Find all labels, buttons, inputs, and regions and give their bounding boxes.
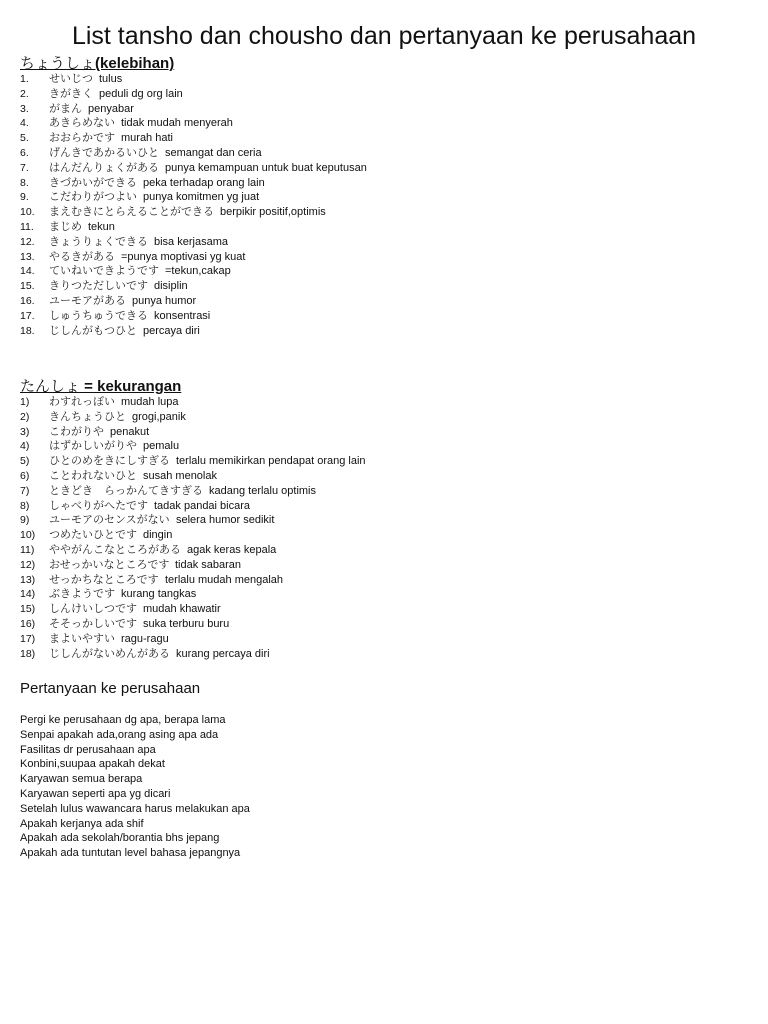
- item-japanese: せいじつ: [49, 72, 93, 85]
- question-item: Setelah lulus wawancara harus melakukan apa: [20, 802, 250, 815]
- item-number: 11): [20, 543, 35, 556]
- item-meaning: bisa kerjasama: [154, 235, 228, 248]
- item-number: 10.: [20, 206, 35, 219]
- item-number: 12.: [20, 235, 35, 248]
- item-meaning: =punya moptivasi yg kuat: [121, 250, 246, 263]
- item-japanese: げんきであかるいひと: [49, 145, 159, 159]
- item-japanese: しゃべりがへたです: [49, 498, 148, 512]
- item-japanese: じしんがもつひと: [49, 323, 137, 337]
- item-number: 1): [20, 396, 30, 408]
- item-meaning: tekun: [88, 220, 115, 233]
- item-japanese: ひとのめをきにしすぎる: [49, 454, 170, 468]
- item-number: 14): [20, 588, 36, 601]
- item-japanese: せっかちなところです: [49, 572, 159, 586]
- item-meaning: disiplin: [154, 280, 188, 293]
- item-meaning: percaya diri: [143, 324, 200, 337]
- item-meaning: pemalu: [143, 440, 180, 453]
- item-number: 18.: [20, 324, 35, 337]
- item-japanese: ややがんこなところがある: [49, 542, 181, 556]
- item-japanese: きょうりょくできる: [49, 234, 148, 248]
- page-title: List tansho dan chousho dan pertanyaan ke perusahaan: [71, 22, 697, 50]
- kekurangan-heading-jp: たんしょ: [20, 377, 81, 395]
- item-number: 14.: [20, 265, 35, 278]
- item-number: 16): [20, 617, 36, 630]
- item-japanese: ていねいできようです: [49, 264, 159, 278]
- item-japanese: ユーモアがある: [49, 293, 126, 307]
- item-number: 4): [20, 440, 30, 453]
- item-number: 7.: [20, 161, 29, 174]
- question-item: Fasilitas dr perusahaan apa: [20, 743, 156, 756]
- item-meaning: punya humor: [132, 294, 197, 307]
- item-meaning: penakut: [110, 425, 150, 438]
- item-number: 17): [20, 632, 36, 645]
- item-japanese: まよいやすい: [49, 631, 115, 645]
- item-number: 5.: [20, 132, 29, 145]
- kekurangan-heading-label: = kekurangan: [80, 378, 182, 395]
- item-number: 2.: [20, 87, 29, 100]
- item-japanese: やるきがある: [49, 249, 115, 263]
- item-meaning: mudah lupa: [121, 396, 179, 408]
- item-number: 13): [20, 573, 36, 586]
- item-japanese: きんちょうひと: [49, 409, 126, 423]
- item-number: 2): [20, 410, 30, 423]
- item-meaning: berpikir positif,optimis: [220, 206, 326, 219]
- item-japanese: きりつただしいです: [49, 279, 148, 293]
- item-meaning: peduli dg org lain: [99, 87, 183, 100]
- item-japanese: しゅうちゅうできる: [49, 308, 148, 322]
- item-meaning: mudah khawatir: [143, 603, 221, 616]
- item-meaning: terlalu memikirkan pendapat orang lain: [176, 455, 366, 468]
- item-number: 3): [20, 425, 30, 438]
- item-number: 15.: [20, 280, 35, 293]
- item-meaning: terlalu mudah mengalah: [165, 573, 284, 586]
- item-number: 13.: [20, 250, 35, 263]
- item-japanese: ユーモアのセンスがない: [49, 513, 170, 527]
- item-japanese: そそっかしいです: [49, 616, 137, 630]
- item-meaning: grogi,panik: [132, 410, 186, 423]
- item-japanese: まじめ: [49, 219, 82, 233]
- item-number: 12): [20, 558, 36, 571]
- item-number: 16.: [20, 294, 35, 307]
- item-number: 15): [20, 603, 36, 616]
- item-meaning: susah menolak: [143, 469, 217, 482]
- item-number: 11.: [20, 220, 34, 233]
- item-japanese: おせっかいなところです: [49, 557, 170, 571]
- item-meaning: penyabar: [88, 102, 134, 115]
- item-meaning: =tekun,cakap: [165, 265, 231, 278]
- item-meaning: tidak mudah menyerah: [121, 117, 233, 130]
- question-item: Apakah ada tuntutan level bahasa jepangnya: [20, 847, 241, 860]
- item-number: 5): [20, 455, 30, 468]
- item-japanese: おおらかです: [49, 131, 115, 145]
- item-number: 1.: [20, 73, 29, 85]
- item-japanese: ぶきようです: [49, 587, 115, 601]
- item-meaning: semangat dan ceria: [165, 146, 262, 159]
- item-meaning: agak keras kepala: [187, 543, 277, 556]
- item-meaning: kurang percaya diri: [176, 647, 270, 660]
- item-japanese: ことわれないひと: [49, 468, 137, 482]
- question-item: Konbini,suupaa apakah dekat: [20, 758, 165, 771]
- item-number: 10): [20, 529, 36, 542]
- item-japanese: わすれっぽい: [49, 395, 115, 408]
- kekurangan-heading: [20, 375, 181, 396]
- item-japanese: つめたいひとです: [49, 528, 137, 542]
- item-meaning: tidak sabaran: [175, 558, 242, 571]
- questions-heading: Pertanyaan ke perusahaan: [20, 680, 201, 697]
- item-meaning: punya kemampuan untuk buat keputusan: [165, 161, 367, 174]
- question-item: Karyawan seperti apa yg dicari: [20, 787, 171, 800]
- item-number: 18): [20, 647, 36, 660]
- item-number: 7): [20, 484, 30, 497]
- item-meaning: tulus: [99, 73, 123, 85]
- kelebihan-heading-jp: ちょうしょ: [20, 54, 96, 72]
- item-number: 8.: [20, 176, 29, 189]
- item-number: 9): [20, 514, 30, 527]
- item-number: 6.: [20, 146, 29, 159]
- item-japanese: はんだんりょくがある: [49, 160, 159, 174]
- question-item: Senpai apakah ada,orang asing apa ada: [20, 728, 219, 741]
- item-number: 9.: [20, 191, 29, 204]
- item-japanese: ときどき らっかんてきすぎる: [49, 483, 203, 497]
- item-number: 8): [20, 499, 30, 512]
- item-japanese: こだわりがつよい: [49, 190, 137, 204]
- item-japanese: がまん: [49, 101, 82, 115]
- item-meaning: murah hati: [121, 132, 173, 145]
- kelebihan-heading-label: (kelebihan): [95, 55, 175, 72]
- question-item: Apakah ada sekolah/borantia bhs jepang: [20, 832, 220, 845]
- item-japanese: あきらめない: [49, 116, 115, 130]
- item-number: 6): [20, 469, 30, 482]
- item-japanese: しんけいしつです: [49, 602, 137, 616]
- item-japanese: じしんがないめんがある: [49, 646, 170, 660]
- item-meaning: dingin: [143, 529, 173, 542]
- item-japanese: きづかいができる: [49, 175, 137, 189]
- question-item: Pergi ke perusahaan dg apa, berapa lama: [20, 714, 226, 726]
- item-japanese: こわがりや: [49, 424, 104, 438]
- item-meaning: peka terhadap orang lain: [143, 176, 265, 189]
- item-meaning: kurang tangkas: [121, 588, 197, 601]
- item-meaning: suka terburu buru: [143, 617, 230, 630]
- item-japanese: きがきく: [49, 86, 93, 100]
- item-meaning: konsentrasi: [154, 309, 211, 322]
- question-item: Karyawan semua berapa: [20, 773, 143, 786]
- item-number: 4.: [20, 117, 29, 130]
- item-meaning: ragu-ragu: [121, 632, 169, 645]
- item-japanese: まえむきにとらえることができる: [49, 205, 214, 219]
- questions-list: [20, 713, 250, 861]
- item-number: 3.: [20, 102, 29, 115]
- item-number: 17.: [20, 309, 35, 322]
- item-meaning: kadang terlalu optimis: [209, 484, 317, 497]
- item-meaning: punya komitmen yg juat: [143, 191, 260, 204]
- question-item: Apakah kerjanya ada shif: [20, 817, 144, 830]
- item-japanese: はずかしいがりや: [49, 439, 137, 453]
- item-meaning: selera humor sedikit: [176, 514, 275, 527]
- item-meaning: tadak pandai bicara: [154, 499, 251, 512]
- kelebihan-heading: [20, 52, 174, 73]
